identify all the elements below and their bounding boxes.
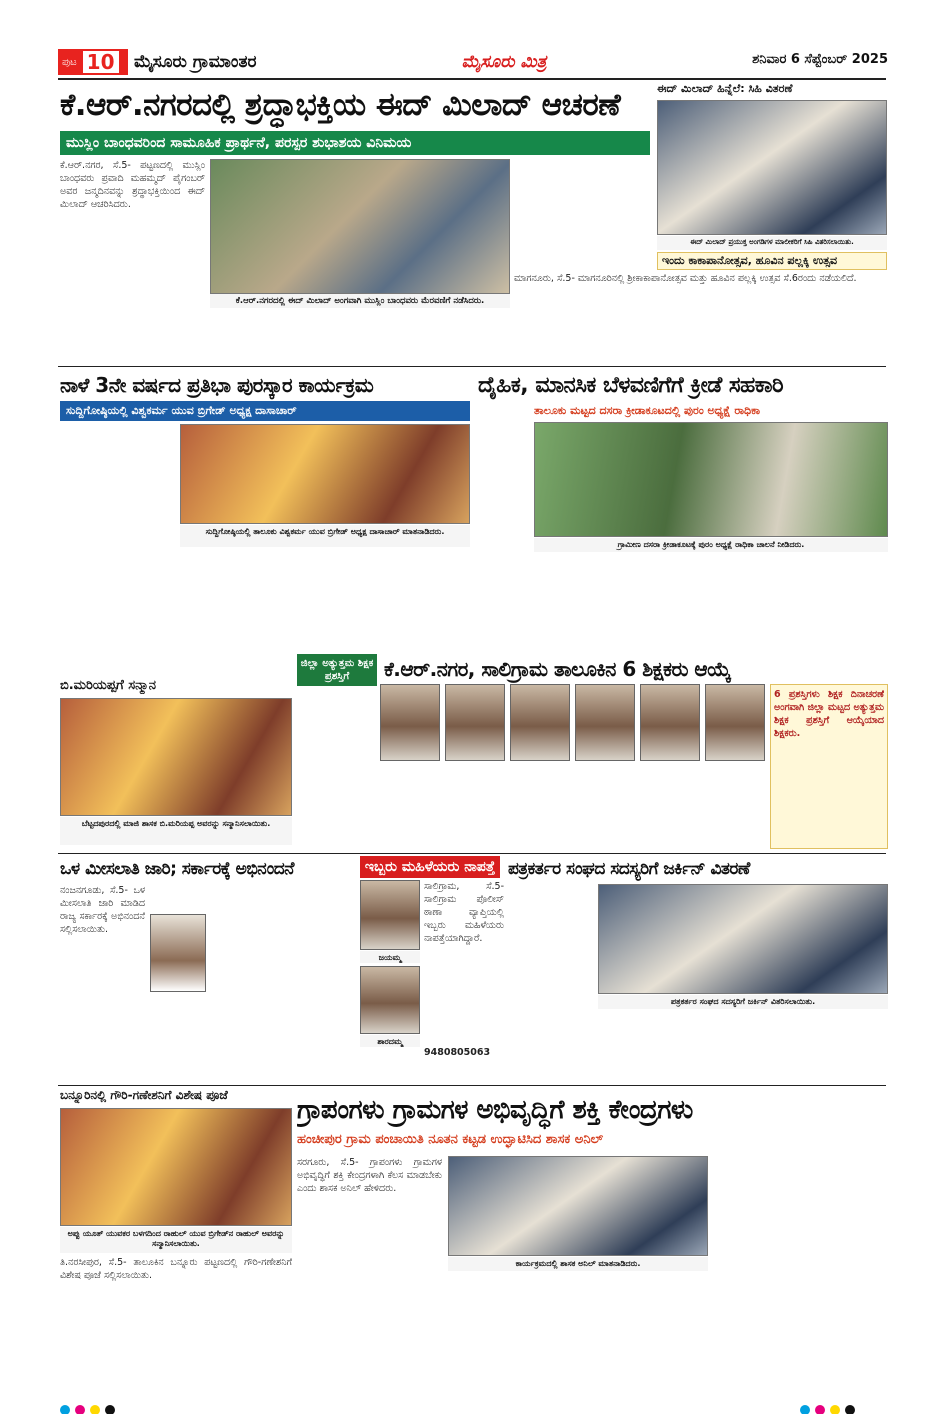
issue-date: ಶನಿವಾರ 6 ಸೆಪ್ಟೆಂಬರ್ 2025 — [752, 52, 888, 67]
story-text: ಕೆ.ಆರ್.ನಗರ, ಸೆ.5- ಪಟ್ಟಣದಲ್ಲಿ ಮುಸ್ಲಿಂ ಬಾಂಧವರು ಪ್ರವಾದಿ ಮಹಮ್ಮದ್ ಪೈಗಂಬರ್ ಅವರ ಜನ್ಮದಿನವನ್ನು ಶ್ರದ್ಧಾಭಕ್ತಿಯಿಂದ ಈದ್ ಮಿಲಾದ್ ಆಚರಿಸಿದರು. — [60, 160, 205, 210]
photo-caption: ಕೆ.ಆರ್.ನಗರದಲ್ಲಿ ಈದ್ ಮಿಲಾದ್ ಅಂಗವಾಗಿ ಮುಸ್ಲಿಂ ಬಾಂಧವರು ಮೆರವಣಿಗೆ ನಡೆಸಿದರು. — [210, 294, 510, 308]
strap-sports: ತಾಲೂಕು ಮಟ್ಟದ ದಸರಾ ಕ್ರೀಡಾಕೂಟದಲ್ಲಿ ಪುರಂ ಅಧ್ಯಕ್ಷೆ ರಾಧಿಕಾ — [534, 404, 760, 417]
photo-caption: ಸುದ್ದಿಗೋಷ್ಠಿಯಲ್ಲಿ ತಾಲೂಕು ವಿಶ್ವಕರ್ಮ ಯುವ ಬ್ರಿಗೇಡ್ ಅಧ್ಯಕ್ಷ ದಾಸಾಚಾರ್ ಮಾತನಾಡಿದರು. — [180, 525, 470, 547]
headline-sports: ದೈಹಿಕ, ಮಾನಸಿಕ ಬೆಳವಣಿಗೆಗೆ ಕ್ರೀಡೆ ಸಹಕಾರಿ — [478, 373, 784, 398]
photo-eid-procession — [210, 159, 510, 294]
story-text-bottom — [210, 312, 510, 367]
page-number: 10 — [83, 51, 119, 73]
story-text: ಸರಗೂರು, ಸೆ.5- ಗ್ರಾಪಂಗಳು ಗ್ರಾಮಗಳ ಅಭಿವೃದ್ಧಿಗೆ ಶಕ್ತಿ ಕೇಂದ್ರಗಳಾಗಿ ಕೆಲಸ ಮಾಡಬೇಕು ಎಂದು ಶಾಸಕ ಅನಿಲ್ ಹೇಳಿದರು. — [297, 1157, 442, 1194]
label-sweets: ಈದ್ ಮಿಲಾದ್ ಹಿನ್ನೆಲೆ: ಸಿಹಿ ವಿತರಣೆ — [657, 82, 793, 95]
subhead-kakapanotsava: ಇಂದು ಕಾಕಾಪಾನೋತ್ಸವ, ಹೂವಿನ ಪಲ್ಲಕ್ಕಿ ಉತ್ಸವ — [662, 254, 838, 267]
photo-caption: ಈದ್ ಮಿಲಾದ್ ಪ್ರಯುಕ್ತ ಅಂಗಡಿಗಳ ಮಾಲೀಕರಿಗೆ ಸಿಹಿ ವಿತರಿಸಲಾಯಿತು. — [657, 236, 887, 250]
photo-ganesha-pooja — [60, 1108, 292, 1226]
teacher-photo-3 — [510, 684, 570, 761]
headline-eid-milad: ಕೆ.ಆರ್.ನಗರದಲ್ಲಿ ಶ್ರದ್ಧಾಭಕ್ತಿಯ ಈದ್ ಮಿಲಾದ್ ಆಚರಣೆ — [60, 87, 621, 123]
story-text-continued — [210, 884, 352, 1084]
page-number-box — [58, 49, 128, 75]
story-text: ಸಾಲಿಗ್ರಾಮ, ಸೆ.5- ಸಾಲಿಗ್ರಾಮ ಪೊಲೀಸ್ ಠಾಣಾ ವ್ಯಾಪ್ತಿಯಲ್ಲಿ ಇಬ್ಬರು ಮಹಿಳೆಯರು ನಾಪತ್ತೆಯಾಗಿದ್ದಾರೆ. — [424, 881, 504, 944]
story-text: ಮಾಗನೂರು, ಸೆ.5- ಮಾಗನೂರಿನಲ್ಲಿ ಶ್ರೀಕಾಕಾಪಾನೋತ್ಸವ ಮತ್ತು ಹೂವಿನ ಪಲ್ಲಕ್ಕಿ ಉತ್ಸವ ಸೆ.6ರಂದು ನಡೆಯಲಿದೆ. — [514, 273, 857, 284]
story-text-right — [712, 1156, 888, 1376]
headline-missing-women: ಇಬ್ಬರು ಮಹಿಳೆಯರು ನಾಪತ್ತೆ — [360, 856, 500, 878]
story-text — [297, 690, 377, 850]
headline-grampanchayat: ಗ್ರಾಪಂಗಳು ಗ್ರಾಮಗಳ ಅಭಿವೃದ್ಧಿಗೆ ಶಕ್ತಿ ಕೇಂದ್ರಗಳು — [297, 1095, 693, 1125]
story-text — [60, 424, 175, 646]
photo-sports-meet — [534, 422, 888, 537]
photo-caption: ಅಪ್ಪು ಯೂತ್ ಯುವಕರ ಬಳಗದಿಂದ ರಾಹುಲ್ ಯುವ ಬ್ರಿಗೇಡ್‌ನ ರಾಹುಲ್ ಅವರನ್ನು ಸನ್ಮಾನಿಸಲಾಯಿತು. — [60, 1227, 292, 1253]
side-text: 6 ಪ್ರಶಸ್ತಿಗಳು ಶಿಕ್ಷಕ ದಿನಾಚರಣೆ ಅಂಗವಾಗಿ ಜಿಲ್ಲಾ ಮಟ್ಟದ ಅತ್ಯುತ್ತಮ ಶಿಕ್ಷಕ ಪ್ರಶಸ್ತಿಗೆ ಆಯ್ಕೆಯಾದ ಶಿಕ್ಷಕರು. — [774, 689, 884, 739]
section-rule — [58, 1085, 886, 1086]
photo-press-meet — [180, 424, 470, 524]
headline-jerkin: ಪತ್ರಕರ್ತರ ಸಂಘದ ಸದಸ್ಯರಿಗೆ ಜರ್ಕಿನ್ ವಿತರಣೆ — [508, 859, 750, 879]
photo-caption: ಪತ್ರಕರ್ತರ ಸಂಘದ ಸದಸ್ಯರಿಗೆ ಜರ್ಕಿನ್ ವಿತರಿಸಲಾಯಿತು. — [598, 995, 888, 1009]
label-ganesha-pooja: ಬನ್ನೂರಿನಲ್ಲಿ ಗೌರಿ-ಗಣೇಶನಿಗೆ ವಿಶೇಷ ಪೂಜೆ — [60, 1088, 228, 1102]
photo-missing-2 — [360, 966, 420, 1034]
teacher-photo-1 — [380, 684, 440, 761]
story-text-continued — [448, 1274, 708, 1376]
teacher-photo-6 — [705, 684, 765, 761]
page-label: ಪುಟ — [62, 56, 77, 68]
story-text-continued — [380, 766, 765, 850]
section-rule — [58, 366, 886, 367]
story-text-continued — [180, 550, 470, 650]
section-title: ಮೈಸೂರು ಗ್ರಾಮಾಂತರ — [134, 52, 257, 72]
teacher-photo-4 — [575, 684, 635, 761]
label-mariyappa: ಬಿ.ಮರಿಯಪ್ಪಗೆ ಸನ್ಮಾನ — [60, 678, 156, 693]
name-missing-1: ಜಯಮ್ಮ — [360, 951, 420, 963]
story-text: ನಂಜನಗೂಡು, ಸೆ.5- ಒಳ ಮೀಸಲಾತಿ ಜಾರಿ ಮಾಡಿದ ರಾಜ್ಯ ಸರ್ಕಾರಕ್ಕೆ ಅಭಿನಂದನೆ ಸಲ್ಲಿಸಲಾಯಿತು. — [60, 885, 145, 935]
story-text: ತಿ.ನರಸೀಪುರ, ಸೆ.5- ತಾಲೂಕಿನ ಬನ್ನೂರು ಪಟ್ಟಣದಲ್ಲಿ ಗೌರಿ-ಗಣೇಶನಿಗೆ ವಿಶೇಷ ಪೂಜೆ ಸಲ್ಲಿಸಲಾಯಿತು. — [60, 1257, 292, 1281]
portrait-leader — [150, 914, 206, 992]
masthead-rule — [58, 78, 886, 80]
brand-logo: ಮೈಸೂರು ಮಿತ್ರ — [461, 52, 547, 72]
teacher-photo-2 — [445, 684, 505, 761]
story-text — [478, 404, 530, 649]
headline-pratibha: ನಾಳೆ 3ನೇ ವರ್ಷದ ಪ್ರತಿಭಾ ಪುರಸ್ಕಾರ ಕಾರ್ಯಕ್ರಮ — [60, 373, 374, 397]
photo-mla-speech — [448, 1156, 708, 1256]
story-text-continued — [534, 556, 888, 649]
photo-sweets-distribution — [657, 100, 887, 235]
subhead-grampanchayat: ಹಂಚೀಪುರ ಗ್ರಾಮ ಪಂಚಾಯಿತಿ ನೂತನ ಕಟ್ಟಡ ಉದ್ಘಾಟಿಸಿದ ಶಾಸಕ ಅನಿಲ್ — [297, 1132, 604, 1147]
strap-pratibha: ಸುದ್ದಿಗೋಷ್ಠಿಯಲ್ಲಿ ವಿಶ್ವಕರ್ಮ ಯುವ ಬ್ರಿಗೇಡ್ ಅಧ್ಯಕ್ಷ ದಾಸಾಚಾರ್ — [60, 401, 470, 421]
headline-reservation: ಒಳ ಮೀಸಲಾತಿ ಜಾರಿ; ಸರ್ಕಾರಕ್ಕೆ ಅಭಿನಂದನೆ — [60, 859, 294, 879]
strap-eid-milad: ಮುಸ್ಲಿಂ ಬಾಂಧವರಿಂದ ಸಾಮೂಹಿಕ ಪ್ರಾರ್ಥನೆ, ಪರಸ್ಪರ ಶುಭಾಶಯ ವಿನಿಮಯ — [60, 131, 650, 155]
story-text — [508, 884, 593, 1034]
photo-jerkin-distribution — [598, 884, 888, 994]
tag-best-teacher: ಜಿಲ್ಲಾ ಅತ್ಯುತ್ತಮ ಶಿಕ್ಷಕ ಪ್ರಶಸ್ತಿಗೆ — [297, 654, 377, 686]
headline-teachers: ಕೆ.ಆರ್.ನಗರ, ಸಾಲಿಗ್ರಾಮ ತಾಲೂಕಿನ 6 ಶಿಕ್ಷಕರು ಆಯ್ಕೆ — [384, 657, 731, 681]
story-text-continued — [598, 1012, 888, 1082]
photo-caption: ಗ್ರಾಮೀಣ ದಸರಾ ಕ್ರೀಡಾಕೂಟಕ್ಕೆ ಪುರಂ ಅಧ್ಯಕ್ಷೆ ರಾಧಿಕಾ ಚಾಲನೆ ನೀಡಿದರು. — [534, 538, 888, 552]
photo-missing-1 — [360, 880, 420, 950]
photo-felicitation — [60, 698, 292, 816]
registration-marks-right — [800, 1400, 890, 1414]
name-missing-2: ಶಾರದಮ್ಮ — [360, 1035, 420, 1047]
section-rule — [58, 853, 886, 854]
teacher-photo-5 — [640, 684, 700, 761]
photo-caption: ಕಾರ್ಯಕ್ರಮದಲ್ಲಿ ಶಾಸಕ ಅನಿಲ್ ಮಾತನಾಡಿದರು. — [448, 1257, 708, 1271]
registration-marks-left — [60, 1400, 180, 1414]
contact-phone: 9480805063 — [424, 1047, 491, 1058]
photo-caption: ಬೆಟ್ಟದಪುರದಲ್ಲಿ ಮಾಜಿ ಶಾಸಕ ಬಿ.ಮರಿಯಪ್ಪ ಅವರನ್ನು ಸನ್ಮಾನಿಸಲಾಯಿತು. — [60, 817, 292, 845]
